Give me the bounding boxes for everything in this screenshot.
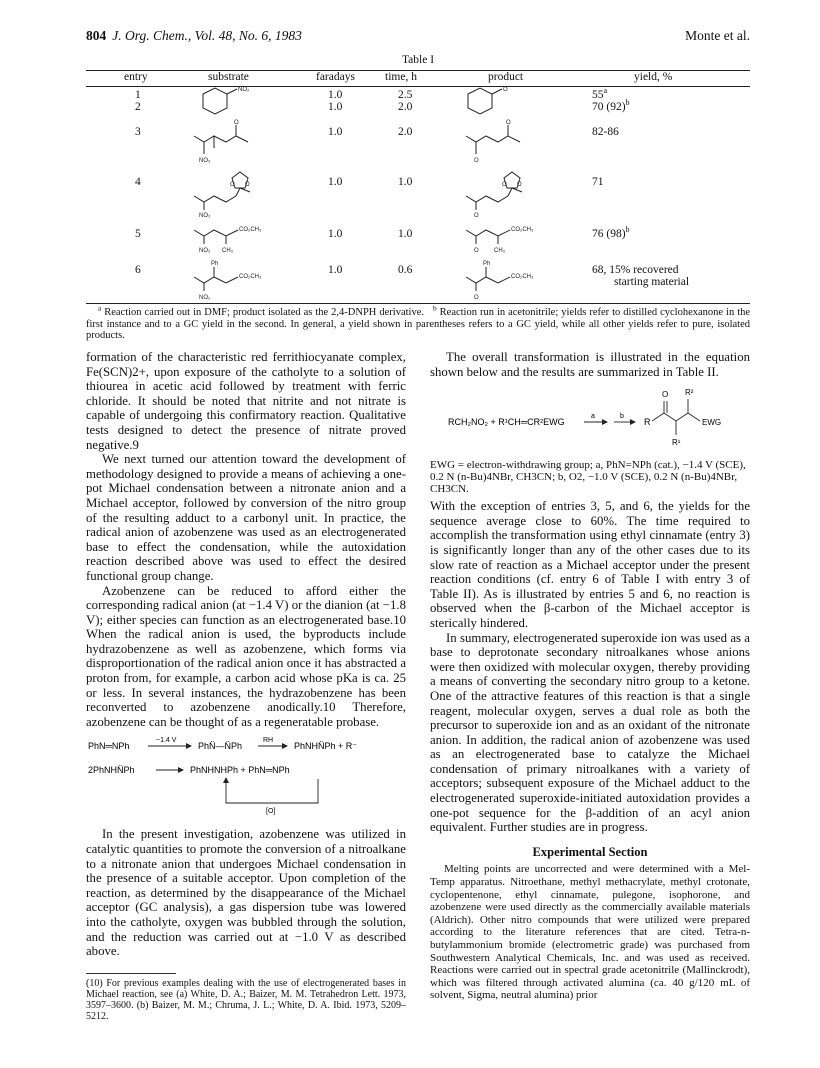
table-row-yield: 68, 15% recovered starting material	[592, 264, 690, 288]
substrate-structure	[188, 222, 278, 263]
svg-text:CO₂CH₃: CO₂CH₃	[511, 227, 534, 233]
svg-text:R²: R²	[685, 388, 694, 398]
table-row-time: 1.0	[398, 176, 413, 188]
paragraph: The overall transformation is illustrated in the equation shown below and the results are summarized in Table II.	[430, 350, 750, 379]
svg-text:−1.4 V: −1.4 V	[156, 737, 177, 745]
svg-text:Ph: Ph	[483, 261, 491, 267]
svg-text:O: O	[474, 295, 479, 301]
svg-text:O: O	[506, 120, 511, 126]
section-heading: Experimental Section	[532, 844, 648, 859]
svg-text:CO₂CH₃: CO₂CH₃	[239, 274, 262, 280]
table-row-time: 2.5	[398, 89, 413, 101]
svg-text:RCH₂NO₂ + R¹CH═CR²EWG: RCH₂NO₂ + R¹CH═CR²EWG	[448, 417, 565, 428]
paragraph: In summary, electrogenerated superoxide ion was used as a base to deprotonate secondary nitroalkanes whose anions were then oxidized with molecular oxygen, thereby providing a means of converting the secondary nitro group to a ketone. One of the attractive features of this reaction is that a single reagent, molecular oxygen, serves a dual role as both the precursor to superoxide ion and as an oxidant of the nitronate anion. In addition, the radical anion of azobenzene was used as an electrogenerated base to catalyze the Michael condensation of primary nitroalkanes with a variety of acceptors; subsequent exposure of the Michael adduct to the electrogenerated superoxide-initiated autoxidation provides a one-pot sequence for the β-addition of an acyl anion equivalent. Further studies are in progress.	[430, 630, 750, 835]
svg-text:O: O	[502, 182, 507, 188]
svg-text:NO₂: NO₂	[199, 213, 211, 219]
col-header-substrate: substrate	[208, 71, 249, 83]
col-header-faradays: faradays	[316, 71, 355, 83]
svg-text:EWG: EWG	[702, 418, 722, 428]
table-row-entry: 3	[135, 126, 141, 138]
paragraph: With the exception of entries 3, 5, and 6, the yields for the sequence average close to 60%. The time required to accomplish the transformation using ethyl cinnamate (entry 3) is significantly longer than any of the other cases due to its slow rate of reaction as a Michael acceptor under the present reaction conditions (cf. entry 6 of Table I with entry 3 of Table II). As is illustrated by entries 5 and 6, no reaction is observed when the β-carbon of the Michael acceptor is sterically hindered.	[430, 499, 750, 630]
svg-text:O: O	[474, 248, 479, 254]
svg-text:PhN̈—N̈Ph: PhN̈—N̈Ph	[198, 741, 243, 752]
azobenzene-scheme	[86, 733, 406, 823]
journal-citation: J. Org. Chem., Vol. 48, No. 6, 1983	[112, 28, 302, 43]
svg-text:NO₂: NO₂	[199, 295, 211, 301]
running-header	[86, 28, 750, 48]
svg-text:CO₂CH₃: CO₂CH₃	[239, 227, 262, 233]
reference-10: (10) For previous examples dealing with the use of electrogenerated bases in Michael reaction, see (a) White, D. A.; Baizer, M. M. Tetrahedron Lett. 1973, 3597–3600. (b) Baizer, M. M.; Chruma, J. L.; White, D. A. Ibid. 1973, 5209–5212.	[86, 977, 406, 1022]
col-header-yield: yield, %	[634, 71, 673, 83]
svg-text:RH: RH	[263, 737, 274, 745]
svg-text:R: R	[644, 417, 651, 428]
table-row-entry: 1	[135, 89, 141, 101]
table-row-entry: 6	[135, 264, 141, 276]
overall-equation	[430, 383, 750, 455]
footnote-rule	[86, 973, 176, 974]
right-column	[430, 350, 750, 1002]
svg-text:O: O	[245, 182, 250, 188]
table-row-faradays: 1.0	[328, 176, 343, 188]
svg-text:R¹: R¹	[672, 438, 681, 448]
table-row-entry: 5	[135, 228, 141, 240]
experimental-section	[430, 863, 750, 1002]
col-header-time: time, h	[385, 71, 417, 83]
svg-text:2PhNHN̈Ph: 2PhNHN̈Ph	[88, 765, 135, 776]
col-header-product: product	[488, 71, 524, 83]
table-row-faradays: 1.0	[328, 228, 343, 240]
table-row-time: 1.0	[398, 228, 413, 240]
header-authors: Monte et al.	[685, 28, 750, 43]
product-structure	[458, 86, 528, 127]
table-row-entry: 4	[135, 176, 141, 188]
substrate-structure	[188, 122, 268, 173]
table-row-yield: 71	[592, 176, 604, 188]
product-structure	[460, 122, 540, 173]
table-row-time: 0.6	[398, 264, 413, 276]
svg-text:O: O	[662, 390, 669, 400]
table-row-yield: 82-86	[592, 126, 619, 138]
svg-text:O: O	[230, 182, 235, 188]
paragraph: formation of the characteristic red ferrithiocyanate complex, Fe(SCN)2+, upon exposure of the catholyte to a solution of thiourea in acetic acid followed by treatment with ferric chloride. It should be noted that nitrite and not nitrate is capable of undergoing this confirmatory reaction. Qualitative tests designed to detect the presence of nitrate proved negative.9	[86, 350, 406, 452]
svg-text:O: O	[474, 158, 479, 164]
table-row-yield: 76 $(98)^b$	[592, 225, 630, 240]
svg-text:PhNHN̈Ph + R⁻: PhNHN̈Ph + R⁻	[294, 741, 358, 752]
svg-text:PhNHNHPh + PhN═NPh: PhNHNHPh + PhN═NPh	[190, 765, 290, 776]
table-row-faradays: 1.0	[328, 101, 343, 113]
svg-text:a: a	[591, 413, 595, 421]
table-row-yield: 70 $(92)^b$	[592, 98, 630, 113]
paragraph: We next turned our attention toward the development of methodology designed to provide a means of achieving a one-pot Michael condensation between a nitronate anion and a Michael acceptor, followed by conversion of the nitro group of the resulting adduct to a carbonyl unit. In practice, the radical anion of azobenzene was used as an electrogenerated base to effect the condensation, while the autoxidation reaction described above was used to effect the desired functional group change.	[86, 452, 406, 583]
table-row-faradays: 1.0	[328, 264, 343, 276]
table-header-rule	[86, 86, 750, 87]
paragraph: In the present investigation, azobenzene was utilized in catalytic quantities to promote the conversion of a nitroalkane to a nitronate anion that undergoes Michael condensation in the presence of a suitable acceptor. Upon completion of the reaction, as determined by the disappearance of the Michael acceptor (GC analysis), a gas dispersion tube was lowered into the catholyte, oxygen was bubbled through the solution, and the reduction was carried out at −1.0 V as described above.	[86, 827, 406, 959]
paragraph: Azobenzene can be reduced to afford either the corresponding radical anion (at −1.4 V) or the dianion (at −1.8 V); either species can function as an electrogenerated base.10 When the radical anion is used, the byproducts include hydrazobenzene as well as azobenzene, which forms via disproportionation of the radical anion once it has abstracted a proton from, for example, a carbon acid whose pKa is ca. 25 or less. In several instances, the hydrazobenzene has been reconverted to azobenzene anodically.10 Therefore, azobenzene can be thought of as a regeneratable probase.	[86, 583, 406, 729]
table-row-time: 2.0	[398, 101, 413, 113]
svg-text:O: O	[517, 182, 522, 188]
svg-text:NO₂: NO₂	[199, 158, 211, 164]
svg-text:CO₂CH₃: CO₂CH₃	[511, 274, 534, 280]
svg-text:[O]: [O]	[266, 808, 276, 816]
svg-text:O: O	[474, 213, 479, 219]
page-number: 804	[86, 28, 107, 43]
svg-text:NO₂: NO₂	[199, 248, 211, 254]
svg-text:CH₃: CH₃	[222, 248, 234, 254]
header-left	[86, 28, 302, 44]
table-title: Table I	[401, 54, 435, 66]
svg-text:O: O	[503, 87, 508, 93]
table-row-yield: 55$^a$	[592, 86, 608, 101]
svg-text:CH₃: CH₃	[494, 248, 506, 254]
table-bottom-rule	[86, 303, 750, 304]
col-header-entry: entry	[124, 71, 148, 83]
product-structure	[460, 168, 540, 225]
table-row-entry: 2	[135, 101, 141, 113]
svg-text:Ph: Ph	[211, 261, 219, 267]
svg-text:O: O	[234, 120, 239, 126]
paragraph: Melting points are uncorrected and were determined with a Mel-Temp apparatus. Nitroethane, methyl methacrylate, methyl crotonate, cyclopentenone, ethyl cinnamate, pulegone, isophorone, and azobenzene were used directly as the commercially available materials (Aldrich). Other nitro compounds that were utilized were prepared according to the literature references that are cited. Tetra-n-butylammonium bromide (electrometric grade) was purchased from Southwestern Analytical Chemicals, Inc. and was used as received. Reactions were carried out in spectral grade acetonitrile (Mallinckrodt), which was filtered through activated alumina (ca. 40 g/120 mL of solvent, Sigma, neutral alumina) prior	[430, 863, 750, 1002]
table-row-time: 2.0	[398, 126, 413, 138]
substrate-structure	[193, 86, 263, 127]
substrate-structure	[188, 168, 268, 225]
ewg-definition: EWG = electron-withdrawing group; a, PhN=NPh (cat.), −1.4 V (SCE), 0.2 N (n-Bu)4NBr, CH3CN; b, O2, −1.0 V (SCE), 0.2 N (n-Bu)4NBr, CH3CN.	[430, 459, 746, 496]
table-row-faradays: 1.0	[328, 89, 343, 101]
left-column	[86, 350, 406, 1022]
product-structure	[460, 222, 550, 263]
nitro-label: NO₂	[238, 87, 250, 93]
svg-text:PhN═NPh: PhN═NPh	[88, 741, 130, 752]
svg-text:b: b	[620, 413, 624, 421]
table-row-faradays: 1.0	[328, 126, 343, 138]
table-footnotes: $^a$ Reaction carried out in DMF; product isolated as the 2,4-DNPH derivative. $^b$ Reaction run in acetonitrile; yields refer to distilled cyclohexanone in the first instance and to a GC yield in the second. In general, a yield shown in parentheses refers to a GC yield, while all other yields refer to pure, isolated products.	[86, 303, 751, 341]
